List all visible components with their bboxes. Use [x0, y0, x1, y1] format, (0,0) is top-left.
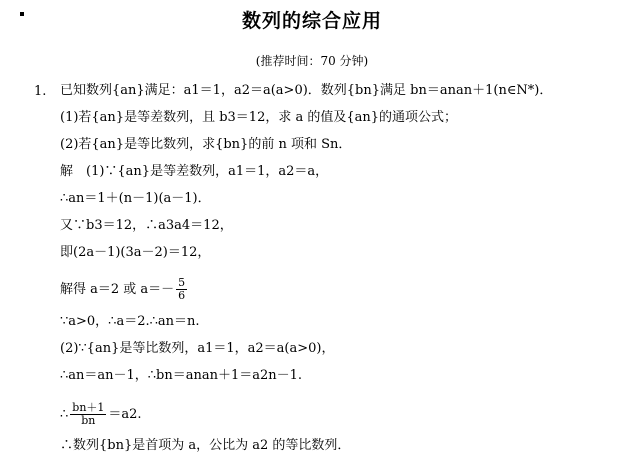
solution-line-3: 又∵b3＝12，∴a3a4＝12， — [60, 218, 233, 233]
solution-line-8: ∴an＝an－1，∴bn＝anan＋1＝a2n－1. — [60, 368, 303, 383]
question-part-2: (2)若{an}是等比数列，求{bn}的前 n 项和 Sn． — [60, 137, 352, 152]
solution-line-1: 解 (1)∵{an}是等差数列，a1＝1，a2＝a， — [60, 164, 329, 179]
question-part-1: (1)若{an}是等差数列，且 b3＝12，求 a 的值及{an}的通项公式； — [60, 110, 458, 125]
solution-line-4: 即(2a－1)(3a－2)＝12， — [60, 245, 211, 260]
ratio-numerator: bn＋1 — [72, 401, 105, 414]
page-title: 数列的综合应用 — [241, 10, 382, 32]
solution-line-9-text: ＝a2. — [108, 407, 142, 422]
fraction-five-sixths — [176, 277, 187, 302]
problem-statement: 已知数列{an}满足：a1＝1，a2＝a(a>0)．数列{bn}满足 bn＝anan＋1(n∈N*)． — [60, 83, 553, 98]
solution-line-9 — [60, 402, 142, 427]
solution-line-5-text: 解得 a＝2 或 a＝－ — [60, 282, 175, 297]
solution-line-10: ∴数列{bn}是首项为 a，公比为 a2 的等比数列． — [60, 438, 351, 453]
fraction-numerator: 5 — [178, 276, 186, 289]
solution-line-6: ∵a>0，∴a＝2.∴an＝n. — [60, 314, 200, 329]
solution-line-2: ∴an＝1＋(n－1)(a－1)． — [60, 191, 211, 206]
recommended-time: (推荐时间：70 分钟) — [255, 54, 369, 68]
ratio-denominator: bn — [81, 414, 96, 427]
solution-line-7: (2)∵{an}是等比数列，a1＝1，a2＝a(a>0)， — [60, 341, 335, 356]
fraction-denominator: 6 — [178, 289, 186, 302]
solution-line-5 — [60, 277, 189, 302]
therefore-symbol: ∴ — [60, 407, 69, 422]
problem-number: 1. — [34, 84, 47, 99]
fraction-ratio — [70, 402, 106, 427]
